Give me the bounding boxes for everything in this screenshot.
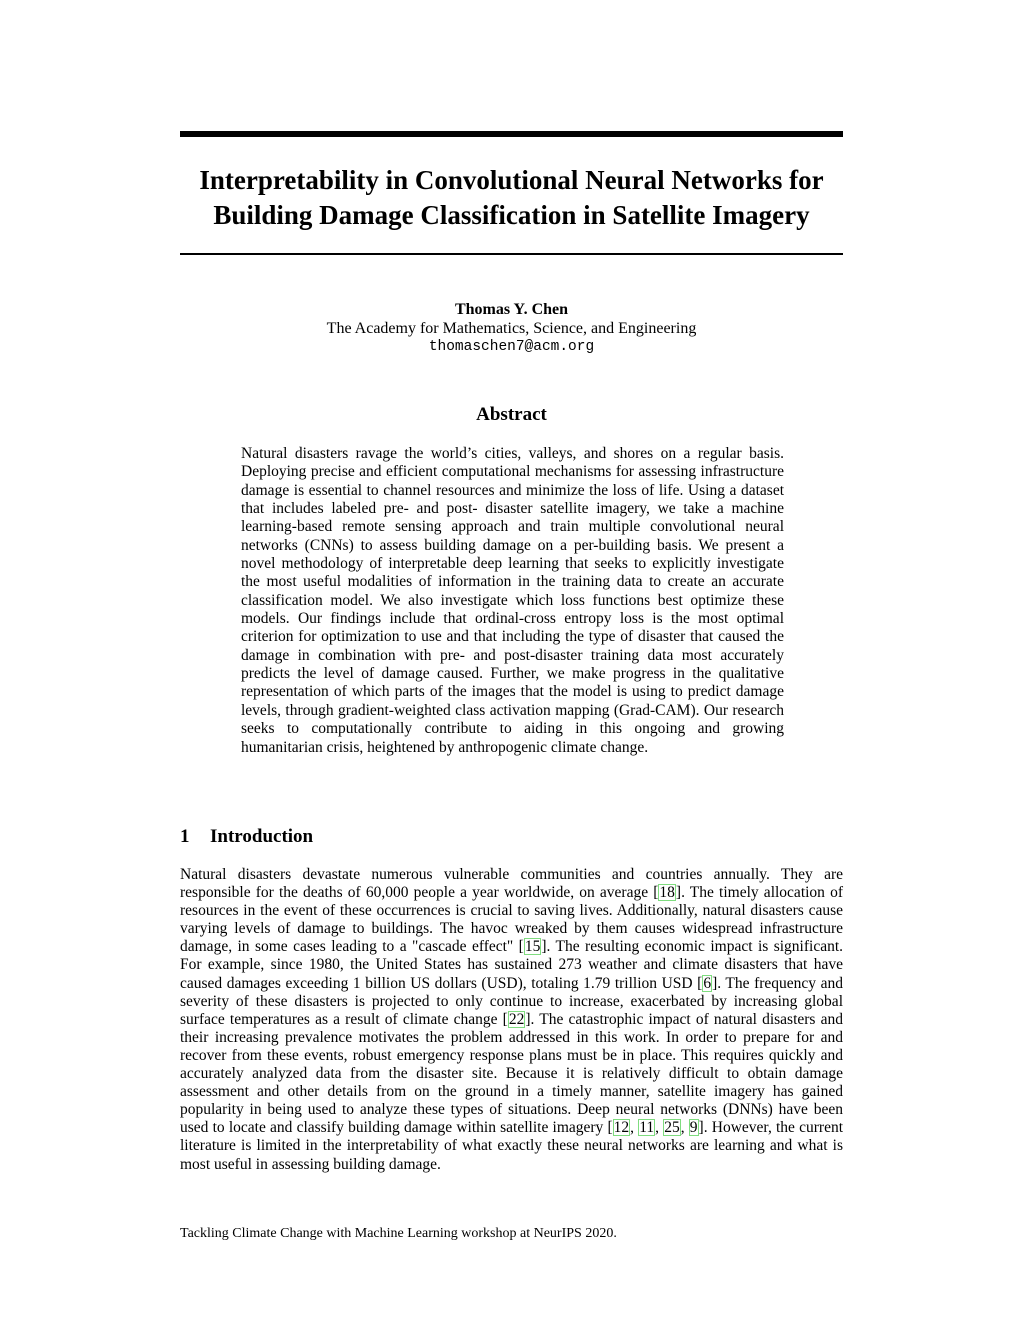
section-title: Introduction	[210, 826, 314, 847]
citation-link[interactable]: 18	[659, 884, 675, 902]
section-number: 1	[180, 826, 190, 847]
intro-text-segment: ]. The catastrophic impact of natural disasters and their increasing prevalence motivates the problem addressed in this work. In order to prepare for and recover from these events, robust emergency response plans must be in place. This requires quickly and accurately analyzed data from the disaster site. Because it is relatively difficult to obtain damage assessment and other details from on the ground in a timely manner, satellite imagery has gained popularity in being used to analyze these types of situations. Deep neural networks (DNNs) have been used to locate and classify building damage within satellite imagery [	[180, 1010, 843, 1137]
introduction-paragraph	[180, 866, 843, 1174]
intro-text-segment: ]. However, the current literature is limited in the interpretability of what exactly these neural networks are learning and what is most useful in assessing building damage.	[180, 1119, 844, 1173]
section-heading-introduction	[180, 825, 843, 849]
citation-separator: ,	[680, 1119, 689, 1137]
intro-text-segment: ]. The frequency and severity of these disasters is projected to only continue to increase, exacerbated by increasing global surface temperatures as a result of climate change [	[180, 974, 843, 1028]
citation-link[interactable]: 11	[639, 1119, 655, 1137]
title-bottom-rule	[180, 253, 843, 255]
citation-link[interactable]: 9	[689, 1119, 698, 1137]
citation-separator: ,	[655, 1119, 664, 1137]
title-line-1: Interpretability in Convolutional Neural Networks for	[199, 165, 824, 195]
title-line-2: Building Damage Classification in Satellite Imagery	[213, 200, 810, 230]
author-name: Thomas Y. Chen	[454, 301, 569, 318]
intro-text-segment: ]. The timely allocation of resources in the event of these occurrences is crucial to saving lives. Additionally, natural disasters cause varying levels of damage to buildings. The havoc wreaked by them causes widespread infrastructure damage, in some cases leading to a "cascade effect" [	[180, 884, 843, 956]
citation-link[interactable]: 22	[508, 1010, 525, 1028]
author-block	[180, 300, 843, 357]
intro-text-segment: ]. The resulting economic impact is significant. For example, since 1980, the United States has sustained 273 weather and climate disasters that have caused damages exceeding 1 billion US dollars (USD), totaling 1.79 trillion USD [	[180, 938, 844, 992]
footnote: Tackling Climate Change with Machine Learning workshop at NeurIPS 2020.	[180, 1226, 617, 1241]
citation-link[interactable]: 25	[664, 1119, 680, 1137]
abstract-heading: Abstract	[476, 404, 547, 425]
author-email: thomaschen7@acm.org	[428, 339, 595, 355]
citation-link[interactable]: 6	[703, 974, 712, 992]
citation-link[interactable]: 12	[613, 1119, 630, 1137]
title-top-rule	[180, 131, 843, 137]
citation-separator: ,	[630, 1119, 639, 1137]
paper-title	[180, 163, 843, 233]
author-affiliation: The Academy for Mathematics, Science, and Engineering	[326, 320, 697, 337]
citation-link[interactable]: 15	[524, 938, 541, 956]
intro-text-segment: Natural disasters devastate numerous vulnerable communities and countries annually. They are responsible for the deaths of 60,000 people a year worldwide, on average [	[180, 866, 843, 902]
abstract-text: Natural disasters ravage the world’s cities, valleys, and shores on a regular basis. Deploying precise and efficient computational mechanisms for assessing infrastructure damage is essential to channel resources and minimize the loss of life. Using a dataset that includes labeled pre- and post- disaster satellite imagery, we take a machine learning-based remote sensing approach and train multiple convolutional neural networks (CNNs) to assess building damage on a per-building basis. We present a novel methodology of interpretable deep learning that seeks to explicitly investigate the most useful modalities of information in the training data to create an accurate classification model. We also investigate which loss functions best optimize these models. Our findings include that ordinal-cross entropy loss is the most optimal criterion for optimization to use and that including the type of disaster that caused the damage in combination with pre- and post-disaster training data most accurately predicts the level of damage caused. Further, we make progress in the qualitative representation of which parts of the images that the model is using to predict damage levels, through gradient-weighted class activation mapping (Grad-CAM). Our research seeks to computationally contribute to aiding in this ongoing and growing humanitarian crisis, heightened by anthropogenic climate change.	[241, 445, 784, 756]
